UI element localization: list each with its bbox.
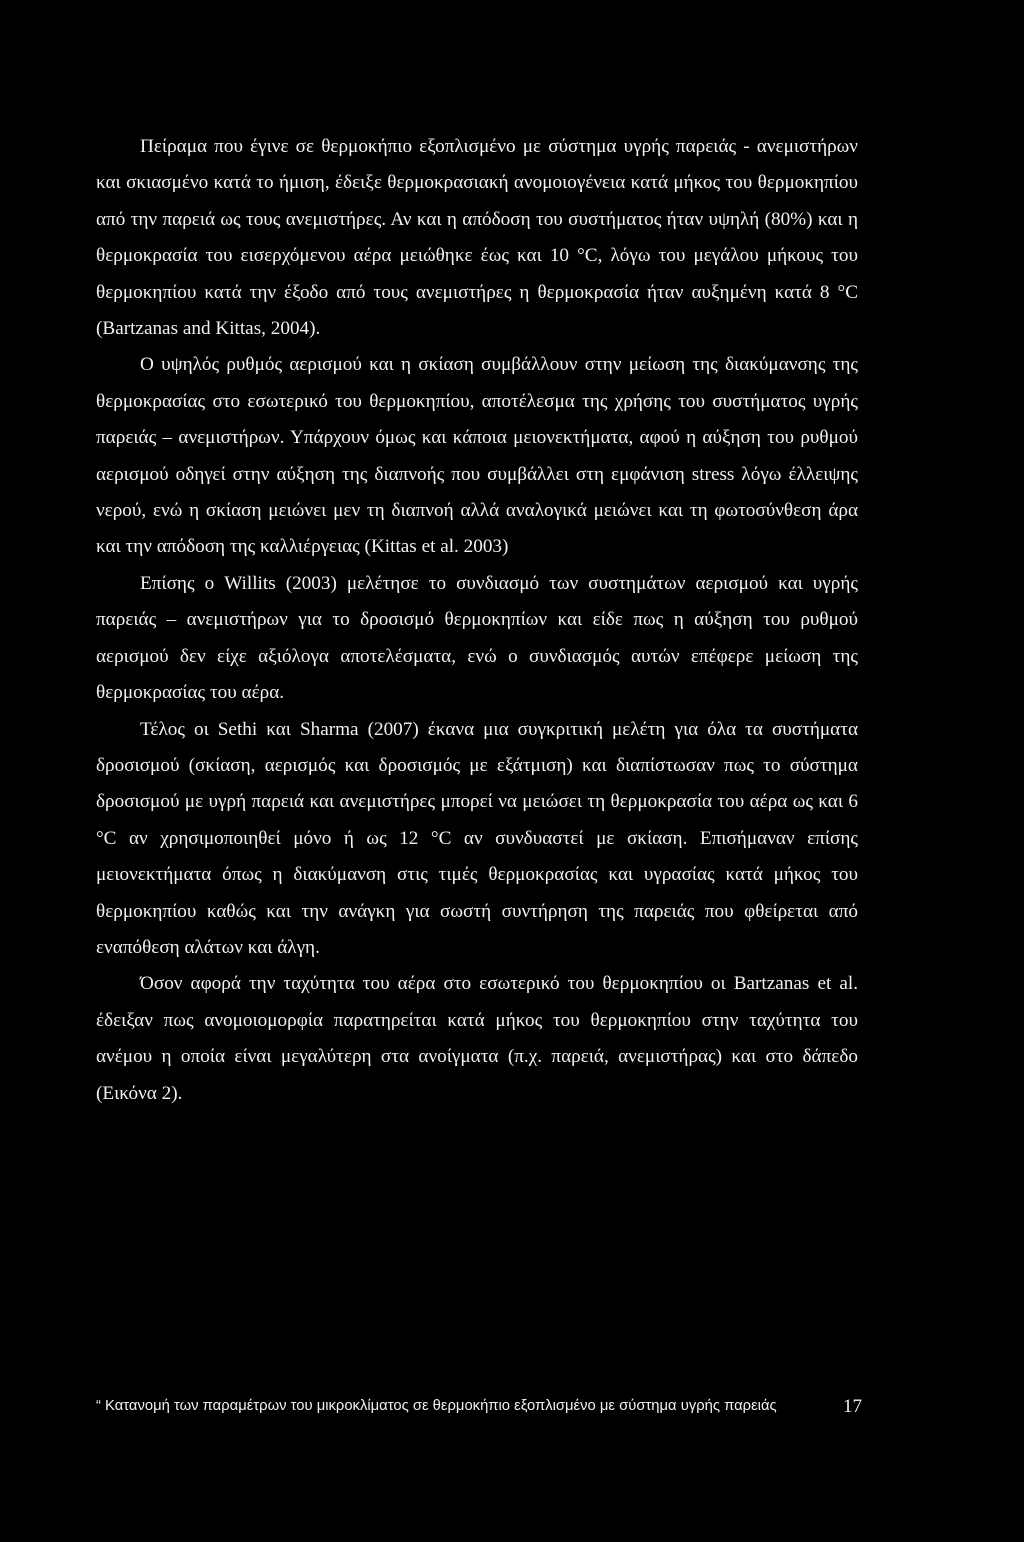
paragraph-5: Όσον αφορά την ταχύτητα του αέρα στο εσωτερικό του θερμοκηπίου οι Bartzanas et al. έδειξαν πως ανομοιομορφία παρατηρείται κατά μήκος του θερμοκηπίου στην ταχύτητα του ανέμου η οποία είναι μεγαλύτερη στα ανοίγματα (π.χ. παρειά, ανεμιστήρας) και στο δάπεδο (Εικόνα 2). [96,973,858,1104]
body-text [96,129,858,1112]
paragraph-3: Επίσης ο Willits (2003) μελέτησε το συνδιασμό των συστημάτων αερισμού και υγρής παρειάς – ανεμιστήρων για το δροσισμό θερμοκηπίων και είδε πως η αύξηση του ρυθμού αερισμού δεν είχε αξιόλογα αποτελέσματα, ενώ ο συνδιασμός αυτών επέφερε μείωση της θερμοκρασίας του αέρα. [96,572,858,704]
paragraph-1: Πείραμα που έγινε σε θερμοκήπιο εξοπλισμένο με σύστημα υγρής παρειάς - ανεμιστήρων και σκιασμένο κατά το ήμιση, έδειξε θερμοκρασιακή ανομοιογένεια κατά μήκος του θερμοκηπίου από την παρειά ως τους ανεμιστήρες. Αν και η απόδοση του συστήματος ήταν υψηλή (80%) και η θερμοκρασία του εισερχόμενου αέρα μειώθηκε έως και 10 °C, λόγω του μεγάλου μήκους του θερμοκηπίου κατά την έξοδο από τους ανεμιστήρες η θερμοκρασία ήταν αυξημένη κατά 8 °C (Bartzanas and Kittas, 2004). [96,136,858,340]
footer-title: “ Κατανομή των παραμέτρων του μικροκλίματος σε θερμοκήπιο εξοπλισμένο με σύστημα υγρής παρειάς [96,1398,777,1414]
page-footer [96,1388,862,1425]
paragraph-2: Ο υψηλός ρυθμός αερισμού και η σκίαση συμβάλλουν στην μείωση της διακύμανσης της θερμοκρασίας στο εσωτερικό του θερμοκηπίου, αποτέλεσμα της χρήσης του συστήματος υγρής παρειάς – ανεμιστήρων. Υπάρχουν όμως και κάποια μειονεκτήματα, αφού η αύξηση του ρυθμού αερισμού οδηγεί στην αύξηση της διαπνοής που συμβάλλει στη εμφάνιση stress λόγω έλλειψης νερού, ενώ η σκίαση μειώνει μεν τη διαπνοή αλλά αναλογικά μειώνει και τη φωτοσύνθεση άρα και την απόδοση της καλλιέργειας (Kittas et al. 2003) [96,354,858,558]
page-number: 17 [843,1396,862,1417]
paragraph-4: Τέλος οι Sethi και Sharma (2007) έκανα μια συγκριτική μελέτη για όλα τα συστήματα δροσισμού (σκίαση, αερισμός και δροσισμός με εξάτμιση) και διαπίστωσαν πως το σύστημα δροσισμού με υγρή παρειά και ανεμιστήρες μπορεί να μειώσει τη θερμοκρασία του αέρα ως και 6 °C αν χρησιμοποιηθεί μόνο ή ως 12 °C αν συνδυαστεί με σκίαση. Επισήμαναν επίσης μειονεκτήματα όπως η διακύμανση στις τιμές θερμοκρασίας και υγρασίας κατά μήκος του θερμοκηπίου καθώς και την ανάγκη για σωστή συντήρηση της παρειάς που φθείρεται από εναπόθεση αλάτων και άλγη. [96,718,858,958]
